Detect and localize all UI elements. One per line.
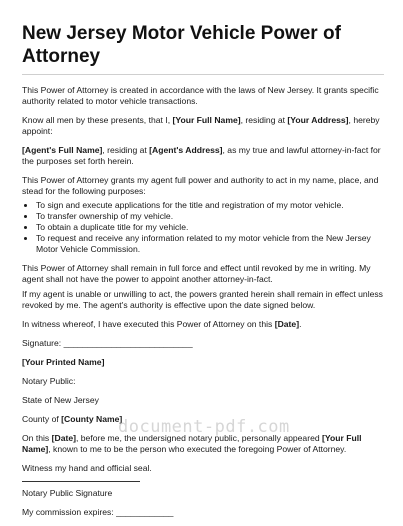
appointment-paragraph [22, 115, 384, 137]
your-full-name-placeholder: [Your Full Name] [172, 115, 241, 125]
grant-paragraph: This Power of Attorney grants my agent full power and authority to act in my name, place, and stead for the following purposes: [22, 175, 379, 196]
remain-paragraph: This Power of Attorney shall remain in full force and effect until revoked by me in writing. My agent shall not have the power to appoint another attorney-in-fact. [22, 263, 371, 284]
witness-date-placeholder: [Date] [274, 319, 300, 329]
agent-post: , as my true and lawful attorney-in-fact for the purposes set forth herein. [22, 145, 381, 166]
agent-paragraph [22, 145, 384, 167]
intro-paragraph: This Power of Attorney is created in accordance with the laws of New Jersey. It grants specific authority related to motor vehicle transactions. [22, 85, 379, 106]
your-address-placeholder: [Your Address] [287, 115, 349, 125]
state-line: State of New Jersey [22, 395, 99, 405]
appoint-pre: Know all men by these presents, that I, [22, 115, 173, 125]
witness-paragraph [22, 319, 384, 330]
notary-date-placeholder: [Date] [51, 433, 76, 443]
notary-post: , known to me to be the person who executed the foregoing Power of Attorney. [48, 444, 347, 454]
appoint-post: , hereby appoint: [22, 115, 380, 136]
county-line [22, 414, 384, 425]
county-name-placeholder: [County Name] [61, 414, 123, 424]
list-item: • To transfer ownership of my vehicle. [36, 211, 384, 222]
notary-signature-label: Notary Public Signature [22, 488, 113, 498]
purposes-list [22, 200, 384, 255]
document-page [22, 22, 384, 526]
witness-post: . [299, 319, 302, 329]
commission-line: My commission expires: ____________ [22, 507, 174, 517]
notary-pre: On this [22, 433, 52, 443]
title-divider [22, 74, 384, 75]
notary-name-placeholder: [Your Full Name] [22, 433, 362, 454]
appoint-mid: , residing at [240, 115, 288, 125]
unable-paragraph: If my agent is unable or unwilling to act, the powers granted herein shall remain in effect unless revoked by me. The agent's authority is effective upon the date signed below. [22, 289, 383, 310]
document-title: New Jersey Motor Vehicle Power of Attorney [22, 23, 341, 67]
agent-mid: , residing at [102, 145, 150, 155]
notary-mid: , before me, the undersigned notary public, personally appeared [75, 433, 323, 443]
witness-hand-line: Witness my hand and official seal. [22, 463, 152, 473]
printed-name [22, 357, 384, 368]
list-item: • To request and receive any information related to my motor vehicle from the New Jersey Motor Vehicle Commission. [36, 233, 384, 255]
list-item: • To obtain a duplicate title for my vehicle. [36, 222, 384, 233]
notary-statement [22, 433, 384, 455]
agent-address-placeholder: [Agent's Address] [149, 145, 223, 155]
signature-line: Signature: ___________________________ [22, 338, 193, 348]
notary-public-label: Notary Public: [22, 376, 76, 386]
printed-name-placeholder: [Your Printed Name] [22, 357, 105, 367]
watermark: document-pdf.com [118, 417, 290, 437]
agent-name-placeholder: [Agent's Full Name] [22, 145, 103, 155]
notary-signature-blank [22, 480, 140, 482]
county-pre: County of [22, 414, 62, 424]
witness-pre: In witness whereof, I have executed this Power of Attorney on this [22, 319, 275, 329]
list-item: • To sign and execute applications for the title and registration of my motor vehicle. [36, 200, 384, 211]
